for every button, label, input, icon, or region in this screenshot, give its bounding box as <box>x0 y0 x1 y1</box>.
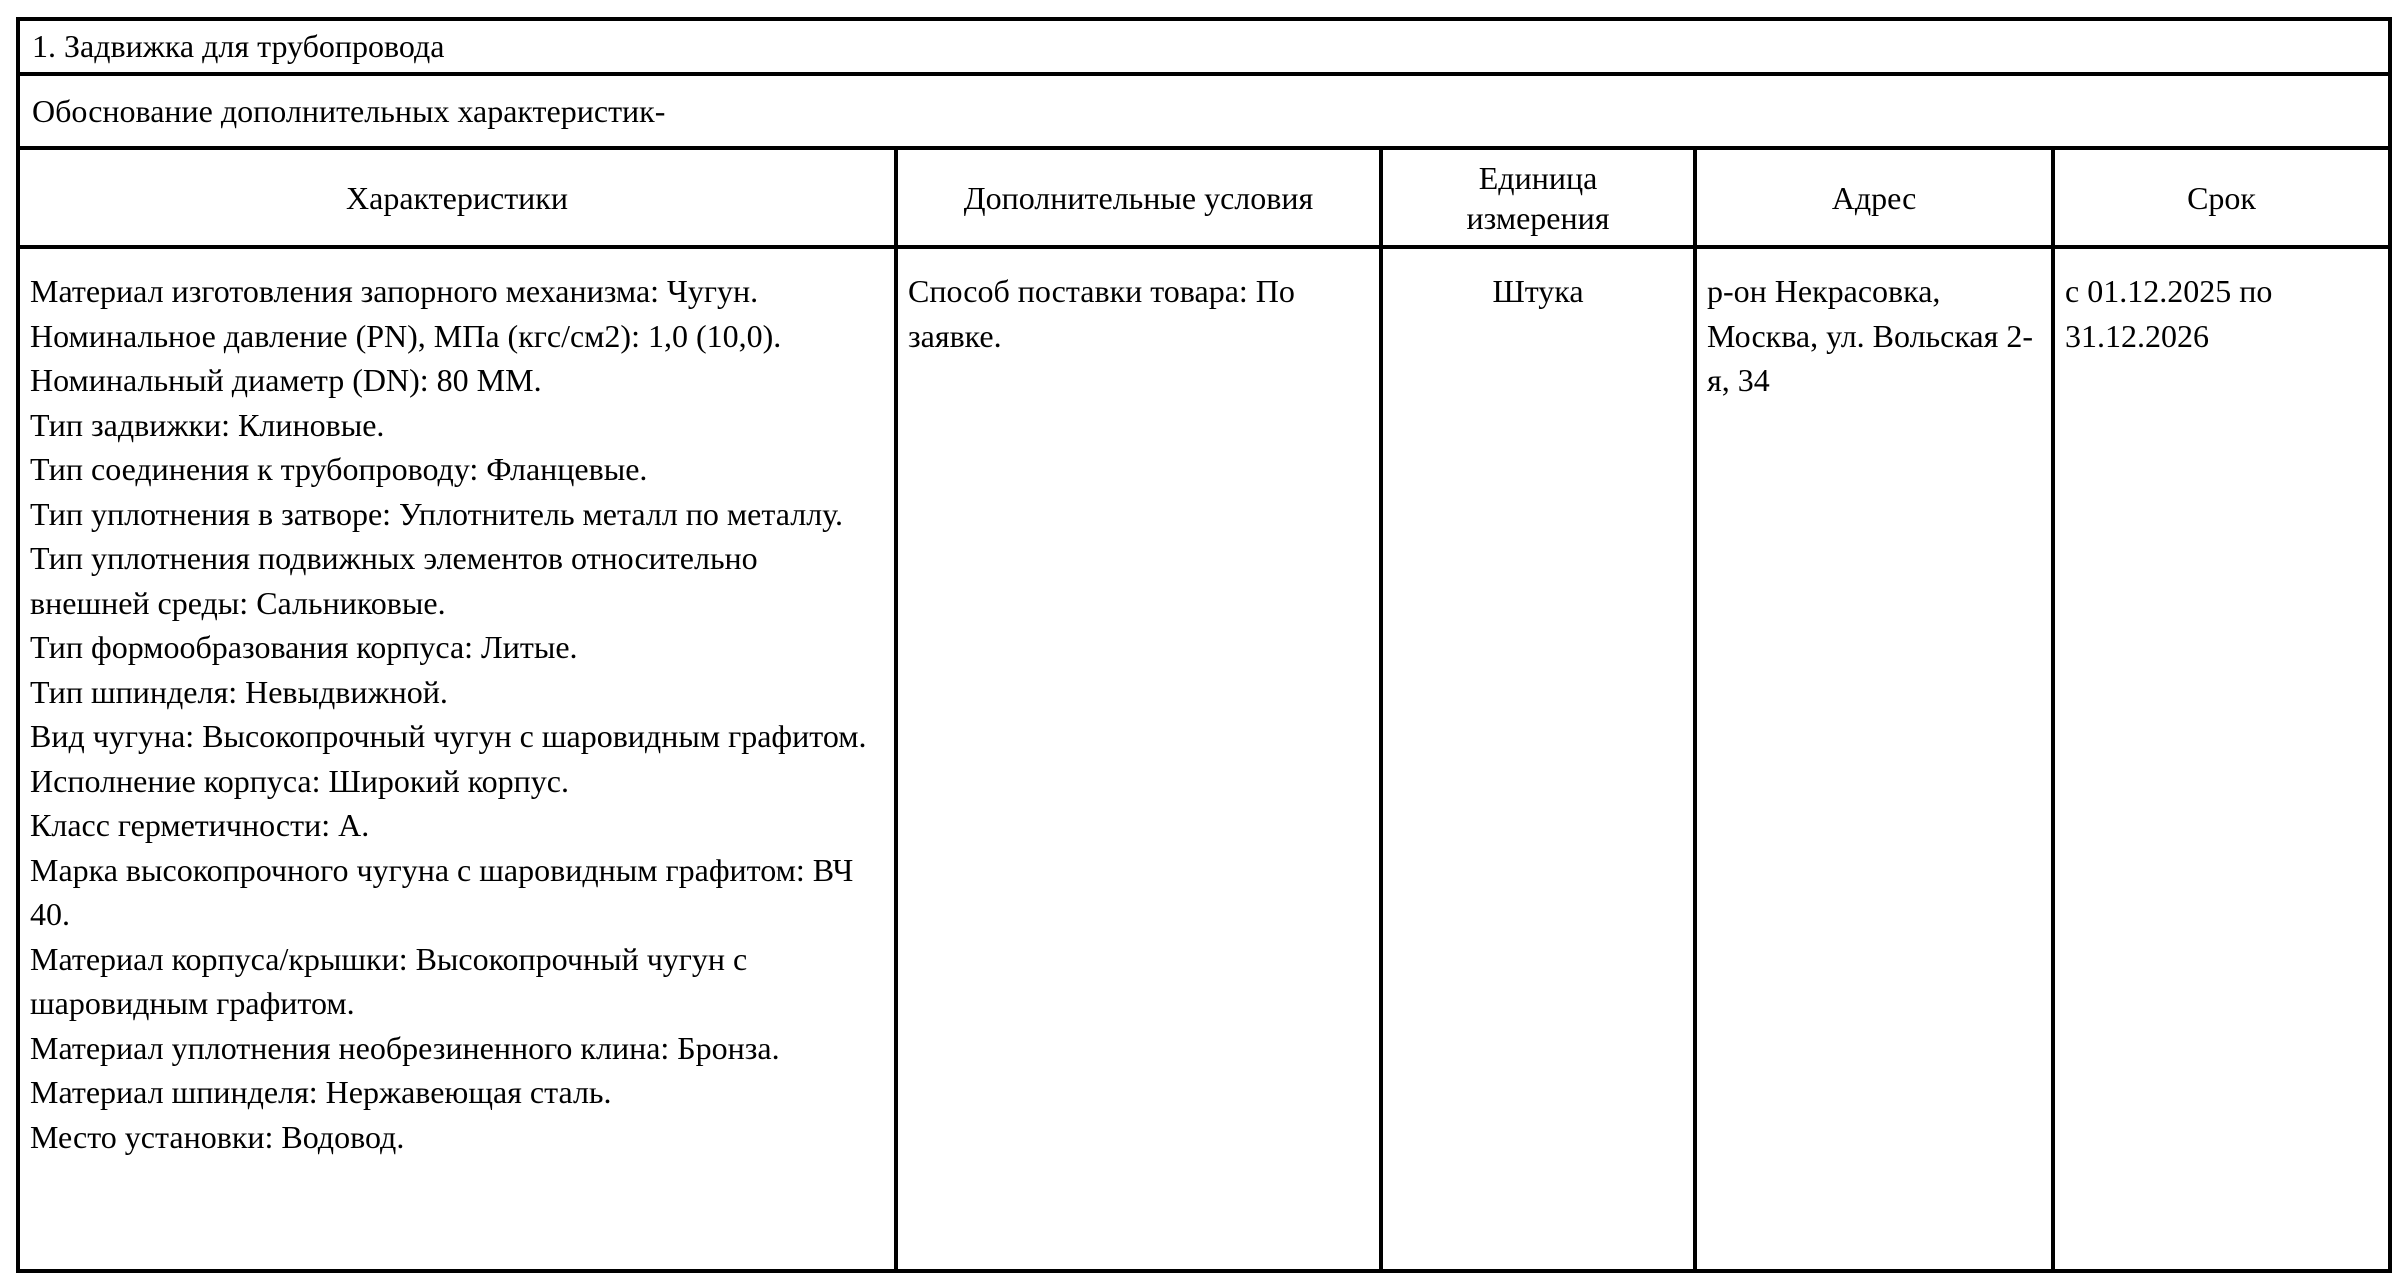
header-unit: Единица измерения <box>1381 148 1695 247</box>
characteristic-line: Марка высокопрочного чугуна с шаровидным графитом: ВЧ 40. <box>30 851 854 932</box>
document-title: 1. Задвижка для трубопровода <box>18 19 2390 74</box>
term-cell: с 01.12.2025 по 31.12.2026 <box>2053 247 2390 1271</box>
characteristic-line: Вид чугуна: Высокопрочный чугун с шаровидным графитом. <box>30 718 867 754</box>
characteristic-line: Номинальное давление (PN), МПа (кгс/см2): 1,0 (10,0). <box>30 317 782 354</box>
characteristic-line: Номинальный диаметр (DN): 80 ММ. <box>30 362 542 398</box>
table-row <box>18 247 2390 1271</box>
title-row <box>18 19 2390 74</box>
characteristic-line: Материал шпинделя: Нержавеющая сталь. <box>30 1074 612 1110</box>
characteristic-line: Тип уплотнения подвижных элементов относительно внешней среды: Сальниковые. <box>30 540 758 621</box>
table-header-row <box>18 148 2390 247</box>
characteristic-line: Материал изготовления запорного механизма: Чугун. <box>30 273 759 309</box>
header-term: Срок <box>2053 148 2390 247</box>
characteristic-line: Материал корпуса/крышки: Высокопрочный чугун с шаровидным графитом. <box>30 940 748 1021</box>
characteristic-line: Тип задвижки: Клиновые. <box>30 406 385 443</box>
characteristic-line: Место установки: Водовод. <box>30 1118 405 1155</box>
header-address: Адрес <box>1695 148 2053 247</box>
characteristic-line: Класс герметичности: А. <box>30 807 370 843</box>
characteristic-line: Тип уплотнения в затворе: Уплотнитель металл по металлу. <box>30 495 843 532</box>
characteristic-line: Тип соединения к трубопроводу: Фланцевые. <box>30 451 648 487</box>
specification-table <box>16 17 2392 1273</box>
characteristic-line: Исполнение корпуса: Широкий корпус. <box>30 762 569 799</box>
document-subtitle: Обоснование дополнительных характеристик- <box>18 74 2390 148</box>
characteristic-line: Тип шпинделя: Невыдвижной. <box>30 673 448 710</box>
characteristic-line: Материал уплотнения необрезиненного клина: Бронза. <box>30 1029 780 1066</box>
characteristics-cell <box>18 247 896 1271</box>
subtitle-row <box>18 74 2390 148</box>
unit-cell: Штука <box>1381 247 1695 1271</box>
additional-conditions-cell: Способ поставки товара: По заявке. <box>896 247 1381 1271</box>
characteristic-line: Тип формообразования корпуса: Литые. <box>30 629 578 665</box>
header-characteristics: Характеристики <box>18 148 896 247</box>
address-cell: р-он Некрасовка, Москва, ул. Вольская 2-я, 34 <box>1695 247 2053 1271</box>
header-additional-conditions: Дополнительные условия <box>896 148 1381 247</box>
